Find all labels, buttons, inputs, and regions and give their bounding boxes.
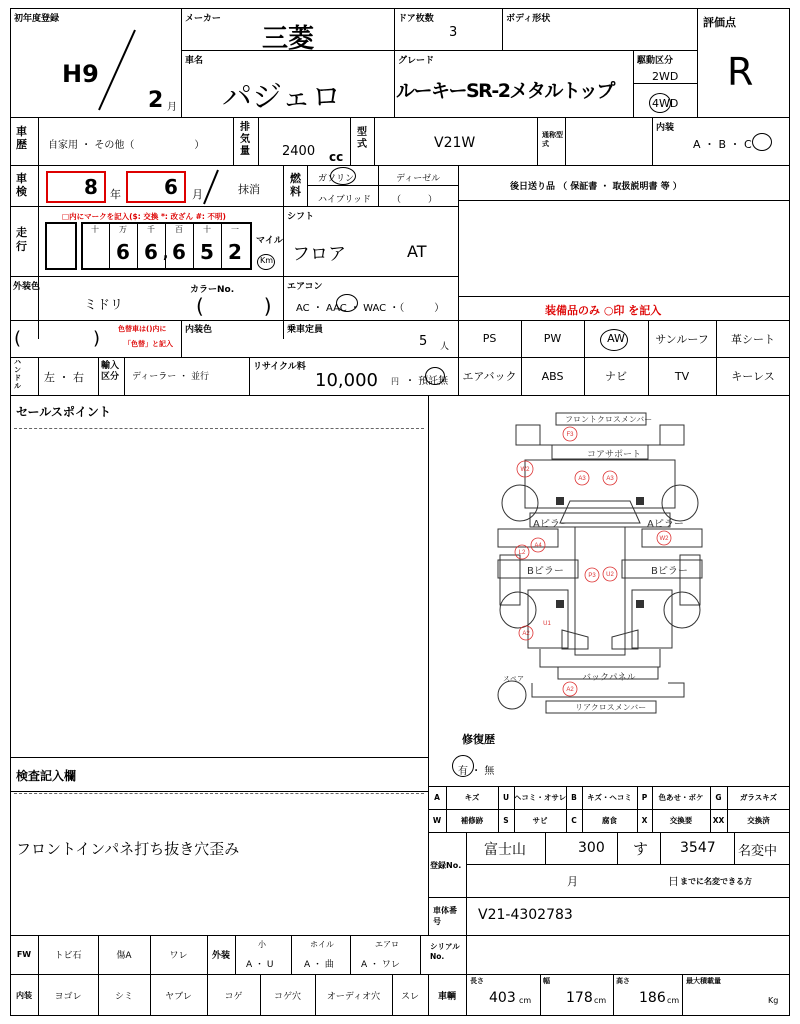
height-unit: cm: [667, 996, 680, 1005]
mileage-digit: 6: [172, 240, 186, 264]
divider: [350, 117, 351, 165]
divider: [374, 117, 375, 165]
shift-position: フロア: [292, 244, 346, 265]
mileage-unit-label: 十: [91, 225, 99, 234]
divider: [233, 117, 234, 165]
legend-cell: C: [571, 816, 577, 825]
color-no-paren: ( ): [196, 294, 272, 318]
divider: [617, 832, 618, 864]
inspection-year: 8: [84, 175, 98, 199]
interior-row-label: 内装: [16, 990, 32, 1000]
aircon-label: エアコン: [287, 282, 323, 292]
inspection-expired: 抹消: [238, 183, 260, 196]
divider: [14, 793, 424, 794]
legend-cell: XX: [712, 816, 725, 825]
mileage-label: 走行: [16, 226, 27, 253]
equipment-item: AW: [607, 332, 625, 345]
divider: [458, 296, 790, 297]
interior-item: コゲ: [224, 991, 243, 1002]
divider: [10, 165, 790, 166]
legend-cell: A: [434, 793, 440, 802]
divider: [291, 935, 292, 974]
mileage-unit-label: 百: [175, 225, 183, 234]
divider: [466, 897, 467, 935]
legend-cell: X: [641, 816, 648, 825]
car-name-label: 車名: [185, 56, 204, 66]
name-change: 名変中: [738, 844, 778, 859]
model-label: 型式: [357, 127, 367, 150]
length-unit: cm: [519, 996, 532, 1005]
divider: [428, 897, 790, 898]
km-label: Km: [260, 256, 274, 265]
divider: [466, 832, 467, 897]
mileage-digit: 5: [200, 240, 214, 264]
mark-l2: L2: [518, 550, 526, 556]
length-label: 長さ: [470, 977, 484, 985]
a-pillar-right-label: Aピラー: [647, 519, 684, 530]
grade-label: グレード: [398, 56, 435, 66]
divider: [540, 974, 541, 1016]
registration-region: 富士山: [484, 842, 526, 858]
legend-cell: W: [432, 816, 442, 825]
mileage-comma: ,: [163, 246, 169, 262]
legend-cell: 交換済: [747, 816, 770, 825]
divider: [734, 832, 735, 864]
equipment-item: TV: [674, 369, 690, 383]
divider: [428, 832, 790, 833]
doors-value: 3: [449, 25, 458, 40]
common-model-label: 通称型式: [542, 131, 563, 148]
wheel-options: A ・ 曲: [304, 960, 334, 970]
divider: [613, 974, 614, 1016]
spare-label: スペア: [503, 675, 524, 683]
interior-item: ヨゴレ: [54, 991, 82, 1002]
legend-cell: キズ・ヘコミ: [587, 793, 632, 802]
divider: [466, 864, 790, 865]
recycle-selected-mark: [425, 367, 445, 385]
core-support-label: コアサポート: [587, 450, 642, 460]
legend-cell: U: [502, 793, 510, 802]
divider: [109, 222, 110, 270]
divider: [14, 428, 424, 429]
exterior-item: ワレ: [169, 951, 188, 961]
inspection-notes-label: 検査記入欄: [16, 769, 77, 783]
equipment-item: ナビ: [605, 370, 627, 383]
back-panel-label: バックパネル: [582, 673, 636, 683]
mile-label: マイル: [256, 236, 283, 246]
legend-cell: ガラスキズ: [739, 793, 778, 802]
first-reg-year: H9: [62, 60, 99, 88]
color-change-note1: 色替車は()内に: [118, 325, 167, 333]
divider: [235, 935, 236, 974]
divider: [307, 185, 458, 186]
registration-label: 登録No.: [430, 861, 462, 870]
divider: [249, 357, 250, 395]
vin-value: V21-4302783: [478, 907, 573, 923]
divider: [10, 395, 790, 396]
divider: [221, 222, 222, 270]
sales-points-label: セールスポイント: [16, 405, 111, 419]
grade-rating-label: 評価点: [703, 16, 736, 29]
equipment-selected-mark: [600, 329, 628, 351]
capacity-unit: 人: [440, 342, 450, 352]
divider: [428, 395, 429, 935]
interior-grades: A ・ B ・ C: [693, 138, 752, 151]
grade-value: ルーキーSR-2メタルトップ: [396, 80, 614, 102]
divider: [565, 117, 566, 165]
mark-u1: U1: [543, 621, 551, 627]
divider: [420, 935, 421, 974]
equipment-item: キーレス: [731, 370, 775, 383]
height-label: 高さ: [616, 977, 630, 985]
inspection-month: 6: [164, 175, 178, 199]
repair-value: 有 ・ 無: [458, 766, 495, 777]
mark-a2: A2: [522, 631, 530, 637]
divider: [502, 8, 503, 50]
b-pillar-left-label: Bピラー: [527, 566, 564, 577]
history-label: 車歴: [16, 125, 27, 151]
history-value: 自家用 ・ その他（ ）: [48, 140, 205, 151]
capacity-value: 5: [419, 334, 428, 349]
inspection-month-unit: 月: [192, 188, 203, 201]
drive-4wd: 4WD: [652, 97, 679, 110]
mileage-unit-label: 一: [231, 225, 239, 234]
equipment-item: 革シート: [731, 332, 775, 346]
divider: [428, 935, 790, 936]
recycle-unit: 円: [391, 377, 399, 386]
name-change-deadline: までに名変できる方: [680, 877, 752, 886]
mileage-unit-label: 千: [147, 225, 155, 234]
legend-cell: ヘコミ・オサレ: [513, 793, 567, 802]
shift-label: シフト: [287, 212, 315, 222]
divider: [38, 357, 39, 395]
later-items: 後日送り品 （ 保証書 ・ 取扱説明書 等 ）: [510, 182, 682, 192]
length-value: 403: [489, 990, 516, 1006]
slash-mark: [200, 168, 220, 206]
recycle-none: ・ 預託無: [405, 376, 449, 387]
legend-cell: サビ: [532, 816, 548, 825]
small-label: 小: [258, 940, 266, 949]
a-pillar-left-label: Aピラー: [533, 519, 570, 530]
divider: [458, 357, 790, 358]
wheel-label: ホイル: [310, 940, 334, 949]
repair-selected-mark: [452, 755, 474, 777]
legend-cell: G: [715, 793, 722, 802]
divider: [181, 320, 182, 357]
divider: [38, 206, 39, 276]
load-label: 最大積載量: [686, 977, 721, 985]
mark-u2: U2: [606, 572, 614, 578]
repair-label: 修復歴: [462, 733, 495, 746]
mileage-digit: 6: [116, 240, 130, 264]
handle-label: ハンドル: [14, 358, 21, 390]
divider: [10, 320, 458, 321]
registration-month: 月: [567, 875, 578, 888]
mileage-unit-label: 万: [119, 225, 127, 234]
inspection-year-unit: 年: [110, 188, 121, 201]
divider: [10, 206, 458, 207]
legend-cell: 交換要: [669, 816, 693, 825]
fuel-other: （ ）: [392, 195, 438, 205]
first-reg-label: 初年度登録: [14, 14, 60, 24]
divider: [466, 935, 467, 974]
month-unit: 月: [167, 102, 177, 113]
mark-p3: P3: [588, 573, 596, 579]
divider: [697, 8, 698, 117]
equipment-item: PS: [482, 332, 497, 345]
divider: [652, 117, 653, 165]
exterior-color-value: ミドリ: [84, 298, 124, 313]
height-value: 186: [639, 990, 666, 1006]
legend-cell: S: [503, 816, 509, 825]
slash-mark: [95, 28, 140, 113]
rear-cross-label: リアクロスメンバー: [575, 703, 647, 712]
mileage-digit: 2: [228, 240, 242, 264]
car-name-value: パジェロ: [222, 80, 342, 115]
b-pillar-right-label: Bピラー: [651, 566, 688, 577]
drive-2wd: 2WD: [652, 70, 679, 83]
displacement-label: 排気量: [240, 122, 250, 157]
fuel-hybrid: ハイブリッド: [318, 195, 372, 205]
equipment-item: エアバック: [462, 370, 517, 383]
divider: [181, 50, 697, 51]
fuel-gasoline: ガソリン: [318, 174, 355, 184]
doors-label: ドア枚数: [398, 14, 434, 24]
model-value: V21W: [434, 135, 476, 151]
registration-day: 日: [668, 875, 679, 888]
registration-class: 300: [578, 840, 605, 856]
legend-cell: キズ: [464, 793, 480, 802]
mark-a4: A4: [534, 543, 542, 549]
divider: [10, 276, 458, 277]
maker-label: メーカー: [185, 14, 221, 24]
divider: [458, 320, 790, 321]
interior-item: ヤブレ: [165, 991, 192, 1002]
recycle-value: 10,000: [315, 370, 378, 391]
exterior-item: 傷A: [116, 951, 132, 961]
body-label: ボディ形状: [506, 14, 551, 24]
divider: [660, 832, 661, 864]
aero-options: A ・ ワレ: [361, 960, 400, 970]
divider: [193, 222, 194, 270]
divider: [458, 200, 790, 201]
divider: [181, 8, 182, 117]
divider: [394, 8, 395, 117]
divider: [378, 165, 379, 206]
divider: [98, 357, 99, 395]
exterior-item: トビ石: [54, 951, 82, 961]
recycle-label: リサイクル料: [253, 362, 306, 372]
drive-selected-mark: [649, 93, 671, 113]
divider: [258, 117, 259, 165]
equipment-item: ABS: [541, 369, 564, 383]
handle-value: 左 ・ 右: [44, 371, 84, 384]
divider: [10, 757, 428, 758]
equipment-header: 装備品のみ ○印 を記入: [545, 304, 662, 317]
divider: [350, 935, 351, 974]
inspection-note: フロントインパネ打ち抜き穴歪み: [16, 840, 240, 858]
width-value: 178: [566, 990, 593, 1006]
legend-cell: B: [571, 793, 577, 802]
shift-type: AT: [407, 242, 427, 261]
divider: [537, 117, 538, 165]
fw-label: FW: [16, 950, 32, 959]
displacement-value: 2400: [282, 144, 316, 159]
fuel-diesel: ディーゼル: [396, 174, 441, 184]
divider: [633, 83, 697, 84]
mileage-digit-box: [45, 222, 77, 270]
grade-rating-value: R: [727, 50, 754, 94]
first-reg-month: 2: [148, 88, 164, 113]
displacement-unit: cc: [329, 150, 344, 164]
maker-value: 三菱: [262, 24, 315, 54]
legend-cell: 腐食: [602, 816, 617, 825]
color-change-note2: 「色替」と記入: [124, 340, 173, 348]
divider: [10, 117, 790, 118]
interior-color-label: 内装色: [185, 325, 213, 335]
aero-label: エアロ: [375, 940, 399, 949]
fuel-selected-mark: [330, 167, 356, 185]
color-no-label: カラーNo.: [190, 285, 235, 295]
divider: [137, 222, 138, 270]
mark-a3: A3: [578, 476, 586, 482]
mark-w2b: W2: [659, 536, 669, 542]
interior-item: オーディオ穴: [326, 991, 381, 1002]
divider: [10, 791, 428, 792]
color-change-paren: ( ): [14, 328, 101, 349]
import-label: 輸入区分: [101, 361, 120, 382]
load-unit: Kg: [768, 996, 779, 1005]
capacity-label: 乗車定員: [287, 325, 324, 335]
mark-a3b: A3: [606, 476, 614, 482]
registration-kana: す: [633, 840, 649, 858]
exterior-label: 外装: [211, 951, 230, 961]
serial-label: シリアルNo.: [430, 942, 460, 961]
legend-cell: 色あせ・ボケ: [658, 793, 704, 802]
divider: [124, 357, 125, 395]
equipment-item: サンルーフ: [655, 332, 709, 346]
interior-item: スレ: [400, 991, 419, 1002]
divider: [283, 165, 284, 339]
aircon-selected-mark: [336, 294, 358, 312]
legend-cell: P: [641, 793, 648, 802]
width-label: 幅: [543, 977, 550, 985]
drive-label: 駆動区分: [637, 56, 674, 66]
mileage-digit: 6: [144, 240, 158, 264]
aircon-value: AC ・ AAC ・ WAC ・（ ）: [296, 303, 445, 314]
legend-cell: 補修跡: [460, 816, 484, 825]
small-options: A ・ U: [246, 960, 274, 970]
interior-label: 内装: [656, 123, 675, 133]
exterior-color-label: 外装色: [13, 282, 41, 292]
mark-a2b: A2: [566, 687, 574, 693]
mileage-unit-label: 十: [203, 225, 211, 234]
divider: [545, 832, 546, 864]
dims-label: 車輌: [437, 991, 456, 1002]
import-value: ディーラー ・ 並行: [132, 372, 210, 382]
divider: [682, 974, 683, 1016]
mark-w2: W2: [520, 467, 530, 473]
vin-label: 車体番号: [433, 906, 457, 926]
fuel-label: 燃料: [290, 172, 301, 198]
divider: [466, 974, 467, 1016]
width-unit: cm: [594, 996, 607, 1005]
interior-selected-mark: [752, 133, 772, 151]
equipment-item: PW: [543, 332, 562, 345]
mileage-note: □内にマークを記入($: 交換 *: 改ざん #: 不明): [62, 212, 226, 221]
mark-f3: F3: [566, 432, 574, 438]
interior-item: シミ: [114, 991, 133, 1002]
interior-item: コゲ穴: [273, 991, 301, 1002]
inspection-label: 車検: [16, 172, 27, 198]
registration-number: 3547: [680, 840, 716, 856]
front-cross-label: フロントクロスメンバー: [565, 415, 653, 424]
